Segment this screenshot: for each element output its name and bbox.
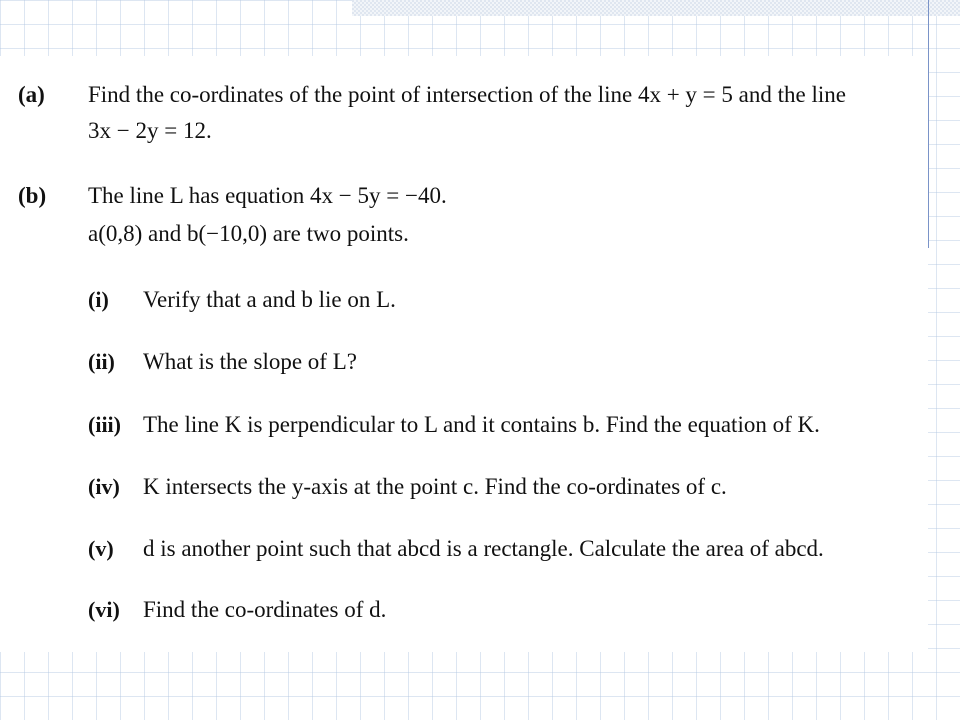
subpart-iv-text: K intersects the y-axis at the point c. Find the co-ordinates of c.: [143, 474, 727, 499]
vertical-rule: [928, 0, 929, 248]
subpart-ii-text: What is the slope of L?: [143, 349, 357, 374]
part-a-line-2: 3x − 2y = 12.: [88, 118, 212, 143]
subpart-i-label: (i): [88, 287, 109, 312]
subpart-i-text: Verify that a and b lie on L.: [143, 287, 396, 312]
subpart-iii-label: (iii): [88, 412, 121, 437]
part-b-line-2: a(0,8) and b(−10,0) are two points.: [88, 221, 409, 246]
subpart-v-label: (v): [88, 536, 114, 561]
subpart-vi-label: (vi): [88, 597, 120, 622]
part-b-line-1: The line L has equation 4x − 5y = −40.: [88, 183, 447, 208]
subpart-vi-text: Find the co-ordinates of d.: [143, 597, 387, 622]
part-a-line-1: Find the co-ordinates of the point of intersection of the line 4x + y = 5 and the line: [88, 82, 846, 107]
part-b-label: (b): [18, 183, 47, 208]
subpart-v-text: d is another point such that abcd is a rectangle. Calculate the area of abcd.: [143, 536, 824, 561]
subpart-iii-text: The line K is perpendicular to L and it contains b. Find the equation of K.: [143, 412, 820, 437]
header-band: [352, 0, 960, 16]
subpart-ii-label: (ii): [88, 349, 115, 374]
question-panel: [0, 56, 928, 652]
subpart-iv-label: (iv): [88, 474, 120, 499]
part-a-label: (a): [18, 82, 45, 107]
